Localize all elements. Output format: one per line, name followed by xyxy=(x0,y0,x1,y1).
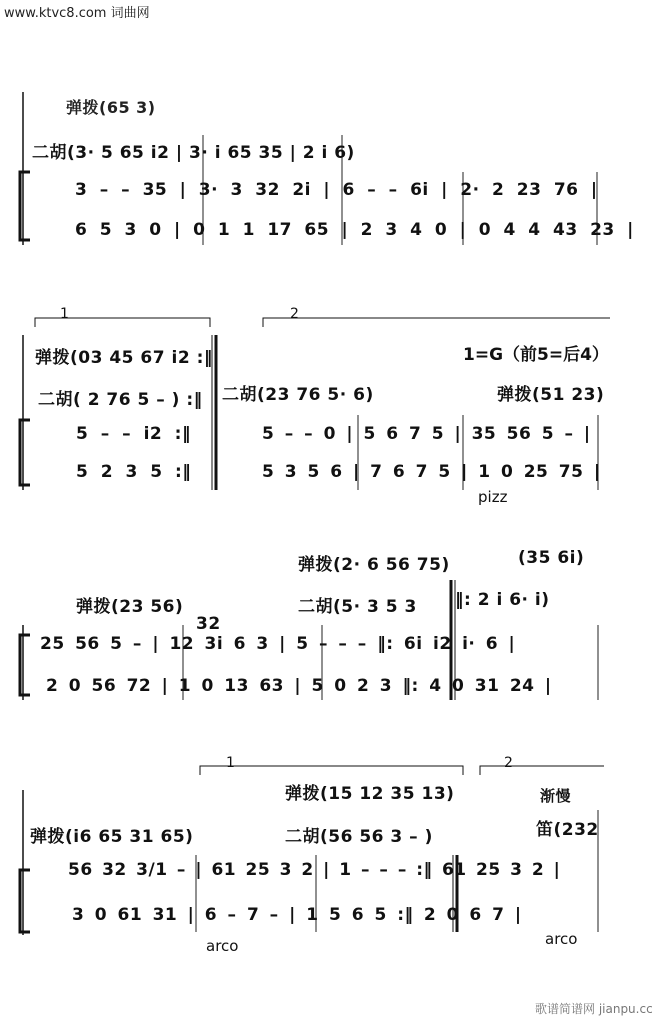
s3-row0b: (35 6i) xyxy=(518,548,585,568)
s3-row3: 25 56 5 – | 12 3i 6 3 | 5 – – – ‖: 6i i2 i· 6 | xyxy=(40,634,516,654)
s3-chord-top: 32 xyxy=(196,614,221,634)
s1-erhu-line: 二胡(3· 5 65 i2 | 3· i 65 35 | 2 i 6) xyxy=(32,143,355,163)
s4-volta-2: 2 xyxy=(504,755,513,771)
s2-row2a: 二胡( 2 76 5 – ) :‖ xyxy=(38,390,203,410)
s1-r1: 弹拨(65 3) xyxy=(66,98,156,117)
s4-arco-1: arco xyxy=(206,937,239,955)
s2-row4b: 5 3 5 6 | 7 6 7 5 | 1 0 25 75 | xyxy=(262,462,601,482)
s3-row0a: 弹拨(2· 6 56 75) xyxy=(298,555,450,575)
s2-key-signature: 1=G（前5=后4） xyxy=(463,345,609,365)
s1-row4: 6 5 3 0 | 0 1 1 17 65 | 2 3 4 0 | 0 4 4 43 23 | xyxy=(75,220,634,240)
s3-row1c: ‖: 2 i 6· i) xyxy=(455,590,550,610)
watermark: 歌谱简谱网 jianpu.cc xyxy=(535,1002,653,1016)
s4-row4: 3 0 61 31 | 6 – 7 – | 1 5 6 5 :‖ 2 0 6 7 | xyxy=(72,905,522,925)
s2-row1: 弹拨(03 45 67 i2 :‖ xyxy=(35,348,213,368)
s3-row1a: 弹拨(23 56) xyxy=(76,597,184,617)
s4-row3: 56 32 3/1 – | 61 25 3 2 | 1 – – – :‖ 61 25 3 2 | xyxy=(68,860,561,880)
site-header: www.ktvc8.com 词曲网 xyxy=(4,6,150,21)
s2-row3b: 5 – – 0 | 5 6 7 5 | 35 56 5 – | xyxy=(262,424,591,444)
s4-row1a: 弹拨(i6 65 31 65) xyxy=(30,827,194,847)
s4-row1c: 笛(232 xyxy=(536,820,599,840)
s4-arco-2: arco xyxy=(545,930,578,948)
s2-pizz: pizz xyxy=(478,488,508,506)
s1-row3: 3 – – 35 | 3· 3 32 2i | 6 – – 6i | 2· 2 23 76 | xyxy=(75,180,598,200)
s2-volta-2: 2 xyxy=(290,306,299,322)
s4-row0: 弹拨(15 12 35 13) xyxy=(285,784,455,804)
s3-row4: 2 0 56 72 | 1 0 13 63 | 5 0 2 3 ‖: 4 0 31 24 | xyxy=(46,676,552,696)
s2-row3a: 5 – – i2 :‖ xyxy=(76,424,191,444)
s2-row2b: 二胡(23 76 5· 6) xyxy=(222,385,374,405)
s2-row2c: 弹拨(51 23) xyxy=(497,385,605,405)
s4-row1b: 二胡(56 56 3 – ) xyxy=(285,827,433,847)
s4-tempo: 渐慢 xyxy=(540,787,572,805)
s2-volta-1: 1 xyxy=(60,306,69,322)
s1-pluck-line xyxy=(66,95,156,118)
s3-row1b: 二胡(5· 3 5 3 xyxy=(298,597,417,617)
s4-volta-1: 1 xyxy=(226,755,235,771)
s2-row4a: 5 2 3 5 :‖ xyxy=(76,462,192,482)
